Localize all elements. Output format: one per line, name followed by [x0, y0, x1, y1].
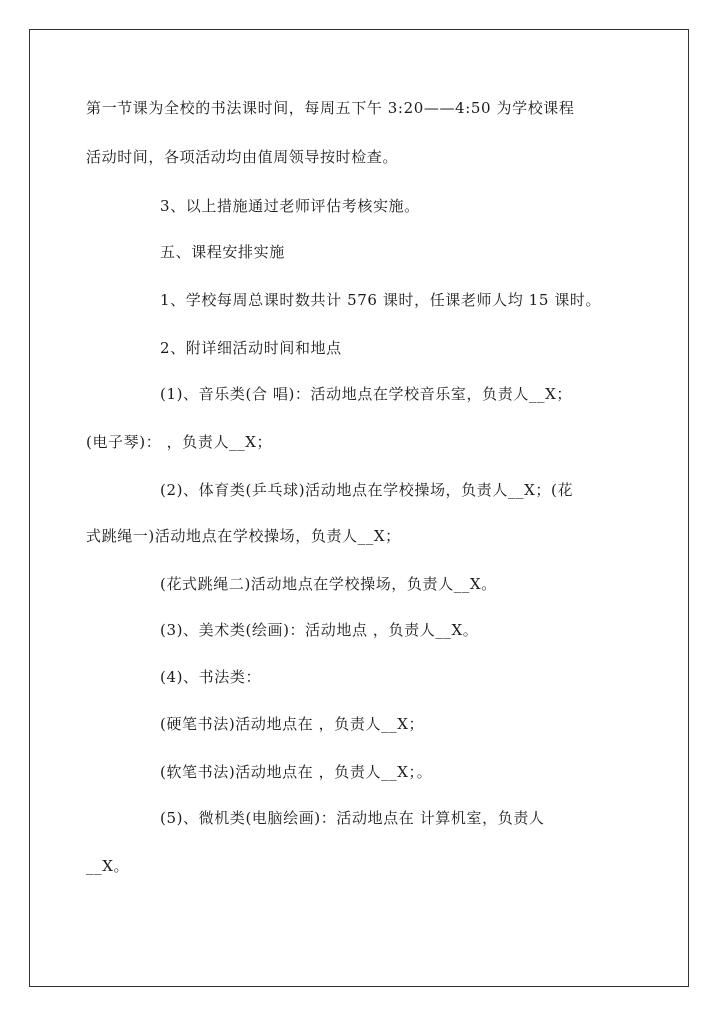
text-line: 1、学校每周总课时数共计 576 课时，任课老师人均 15 课时。	[160, 291, 602, 309]
text-line: 第一节课为全校的书法课时间，每周五下午 3:20——4:50 为学校课程	[86, 99, 575, 117]
text-line: (软笔书法)活动地点在 ，负责人__X；。	[160, 763, 433, 781]
text-line: 式跳绳一)活动地点在学校操场，负责人__X；	[86, 527, 401, 545]
text-line: (花式跳绳二)活动地点在学校操场，负责人__X。	[160, 575, 497, 593]
text-line: 2、附详细活动时间和地点	[160, 339, 342, 357]
text-line: (5)、微机类(电脑绘画)：活动地点在 计算机室，负责人	[160, 809, 545, 827]
text-line: (1)、音乐类(合 唱)：活动地点在学校音乐室，负责人__X；	[160, 385, 573, 403]
text-line: __X。	[86, 857, 130, 875]
text-line: (3)、美术类(绘画)：活动地点 ，负责人__X。	[160, 621, 479, 639]
text-line: (4)、书法类：	[160, 668, 262, 686]
text-line: (硬笔书法)活动地点在 ，负责人__X；	[160, 715, 425, 733]
page-border	[29, 29, 689, 987]
section-heading: 五、课程安排实施	[160, 243, 285, 261]
text-line: (2)、体育类(乒乓球)活动地点在学校操场，负责人__X；(花	[160, 481, 574, 499]
text-line: 3、以上措施通过老师评估考核实施。	[160, 197, 420, 215]
text-line: (电子琴)： ，负责人__X；	[86, 433, 273, 451]
text-line: 活动时间，各项活动均由值周领导按时检查。	[86, 148, 399, 166]
